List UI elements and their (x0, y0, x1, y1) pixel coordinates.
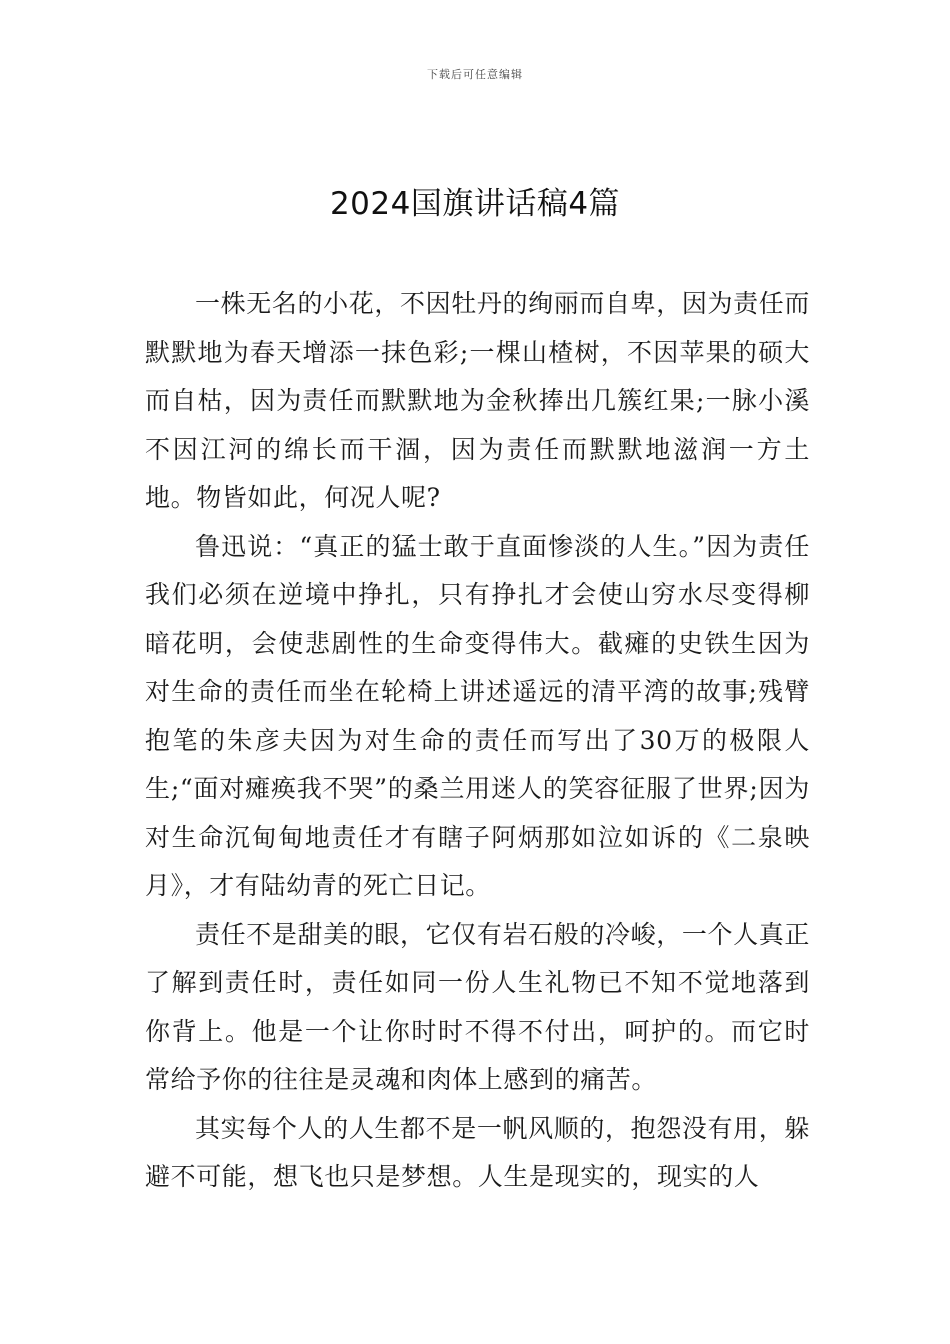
paragraph: 一株无名的小花，不因牡丹的绚丽而自卑，因为责任而默默地为春天增添一抹色彩;一棵山楂树，不因苹果的硕大而自枯，因为责任而默默地为金秋捧出几簇红果;一脉小溪不因江河的绵长而干涸，因为责任而默默地滋润一方土地。物皆如此，何况人呢? (145, 289, 810, 512)
paragraph: 责任不是甜美的眼，它仅有岩石般的冷峻，一个人真正了解到责任时，责任如同一份人生礼物已不知不觉地落到你背上。他是一个让你时时不得不付出，呵护的。而它时常给予你的往往是灵魂和肉体上感到的痛苦。 (145, 919, 810, 1094)
paragraph: 其实每个人的人生都不是一帆风顺的，抱怨没有用，躲避不可能，想飞也只是梦想。人生是现实的，现实的人 (145, 1113, 810, 1191)
document-body (145, 280, 810, 1202)
document-title: 2024国旗讲话稿4篇 (329, 186, 621, 222)
paragraph: 鲁迅说：“真正的猛士敢于直面惨淡的人生。”因为责任我们必须在逆境中挣扎，只有挣扎才会使山穷水尽变得柳暗花明，会使悲剧性的生命变得伟大。截瘫的史铁生因为对生命的责任而坐在轮椅上讲述遥远的清平湾的故事;残臂抱笔的朱彦夫因为对生命的责任而写出了30万的极限人生;“面对瘫痪我不哭”的桑兰用迷人的笑容征服了世界;因为对生命沉甸甸地责任才有瞎子阿炳那如泣如诉的《二泉映月》，才有陆幼青的死亡日记。 (145, 531, 810, 900)
page-header-note: 下载后可任意编辑 (427, 68, 523, 81)
